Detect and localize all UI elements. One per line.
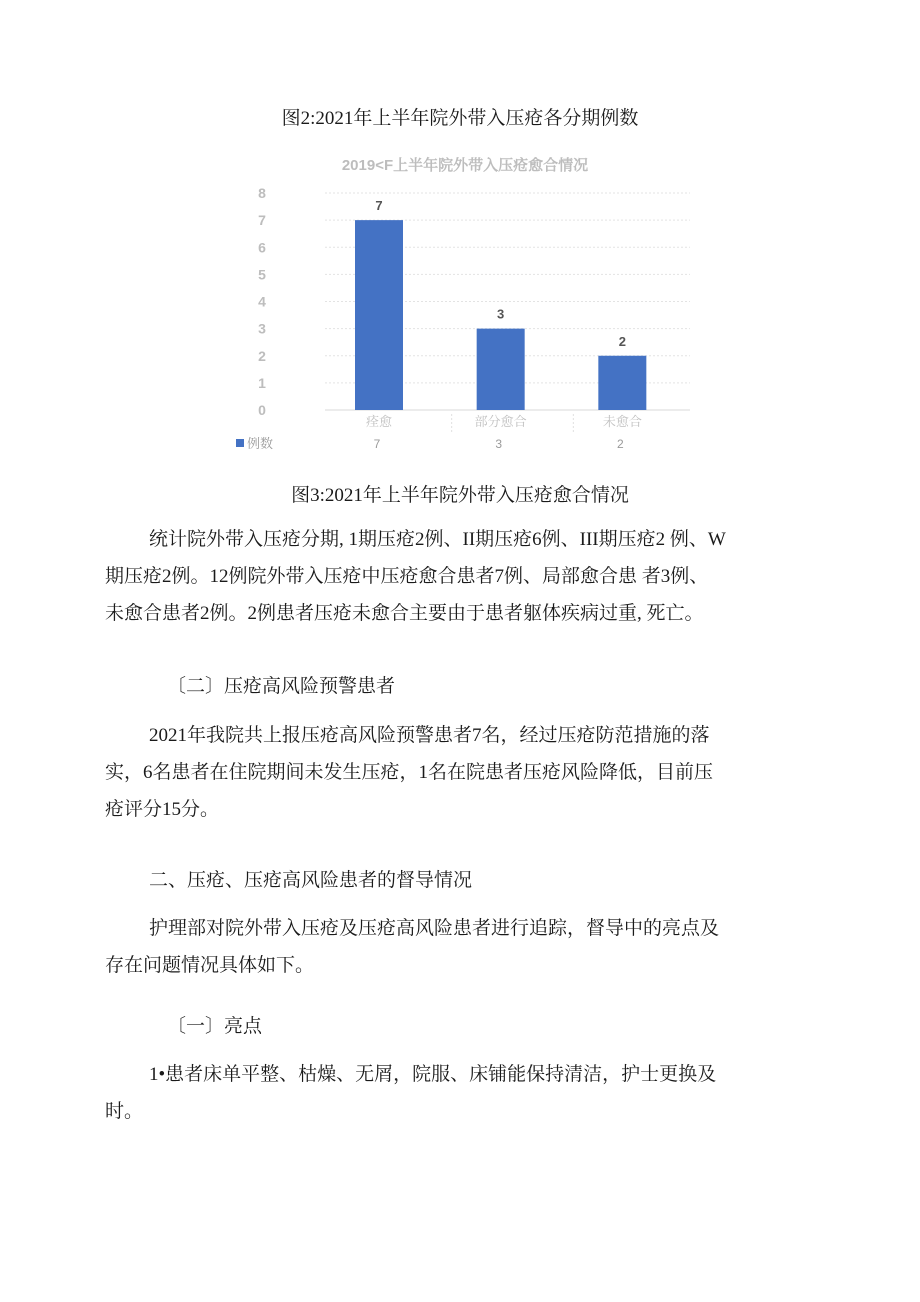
paragraph-line: 统计院外带入压疮分期, 1期压疮2例、II期压疮6例、III期压疮2 例、W [149, 529, 726, 550]
legend-label: 例数 [247, 436, 274, 451]
y-axis-ticks [258, 185, 266, 418]
y-tick-label: 6 [258, 239, 266, 256]
data-label: 2 [618, 333, 626, 349]
y-tick-label: 5 [258, 266, 266, 283]
y-tick-label: 4 [258, 293, 266, 310]
data-label: 7 [375, 198, 383, 214]
paragraph-line: 2021年我院共上报压疮高风险预警患者7名，经过压疮防范措施的落 [149, 725, 710, 746]
paragraph-staging-stats [105, 521, 815, 632]
category-label: 部分愈合 [474, 414, 527, 429]
section-heading-highlights [105, 1008, 815, 1045]
bar [598, 356, 646, 410]
heading-text: 二、压疮、压疮高风险患者的督导情况 [149, 870, 473, 891]
category-label: 未愈合 [602, 414, 642, 429]
category-labels [366, 414, 642, 429]
data-label: 3 [497, 306, 505, 322]
y-tick-label: 0 [258, 402, 266, 418]
y-tick-label: 8 [258, 185, 266, 201]
table-value: 7 [373, 437, 381, 451]
paragraph-line: 存在问题情况具体如下。 [105, 955, 315, 976]
y-tick-label: 2 [258, 347, 266, 364]
paragraph-line: 疮评分15分。 [105, 799, 220, 820]
paragraph-line: 实，6名患者在住院期间未发生压疮，1名在院患者压疮风险降低，目前压 [105, 762, 714, 783]
section-heading-high-risk [105, 668, 815, 705]
paragraph-supervision [105, 910, 815, 984]
paragraph-high-risk [105, 717, 815, 828]
paragraph-line: 1•患者床单平整、枯燥、无屑，院服、床铺能保持清洁，护士更换及 [149, 1064, 717, 1085]
figure-2-caption: 图2:2021年上半年院外带入压疮各分期例数 [281, 108, 639, 129]
data-table [236, 414, 624, 451]
healing-chart-svg [230, 148, 700, 458]
y-tick-label: 1 [258, 374, 266, 391]
figure-3-caption: 图3:2021年上半年院外带入压疮愈合情况 [291, 485, 629, 506]
section-heading-supervision [105, 862, 815, 899]
bar [477, 329, 525, 410]
heading-text: 〔一〕亮点 [167, 1016, 263, 1037]
heading-text: 〔二〕压疮高风险预警患者 [167, 676, 396, 697]
y-tick-label: 7 [258, 212, 266, 229]
paragraph-line: 未愈合患者2例。2例患者压疮未愈合主要由于患者躯体疾病过重, 死亡。 [105, 603, 704, 624]
data-labels [375, 198, 626, 349]
legend-swatch [236, 439, 244, 447]
bar [355, 220, 403, 410]
category-label: 痊愈 [365, 414, 393, 429]
healing-chart [230, 148, 700, 458]
chart-title: 2019<F上半年院外带入压疮愈合情况 [341, 157, 589, 174]
paragraph-highlights [105, 1056, 815, 1130]
y-tick-label: 3 [258, 320, 266, 337]
paragraph-line: 期压疮2例。12例院外带入压疮中压疮愈合患者7例、局部愈合患 者3例、 [105, 566, 709, 587]
paragraph-line: 护理部对院外带入压疮及压疮高风险患者进行追踪，督导中的亮点及 [149, 918, 720, 939]
table-value: 3 [495, 437, 503, 451]
paragraph-line: 时。 [105, 1101, 144, 1122]
table-value: 2 [616, 437, 624, 451]
